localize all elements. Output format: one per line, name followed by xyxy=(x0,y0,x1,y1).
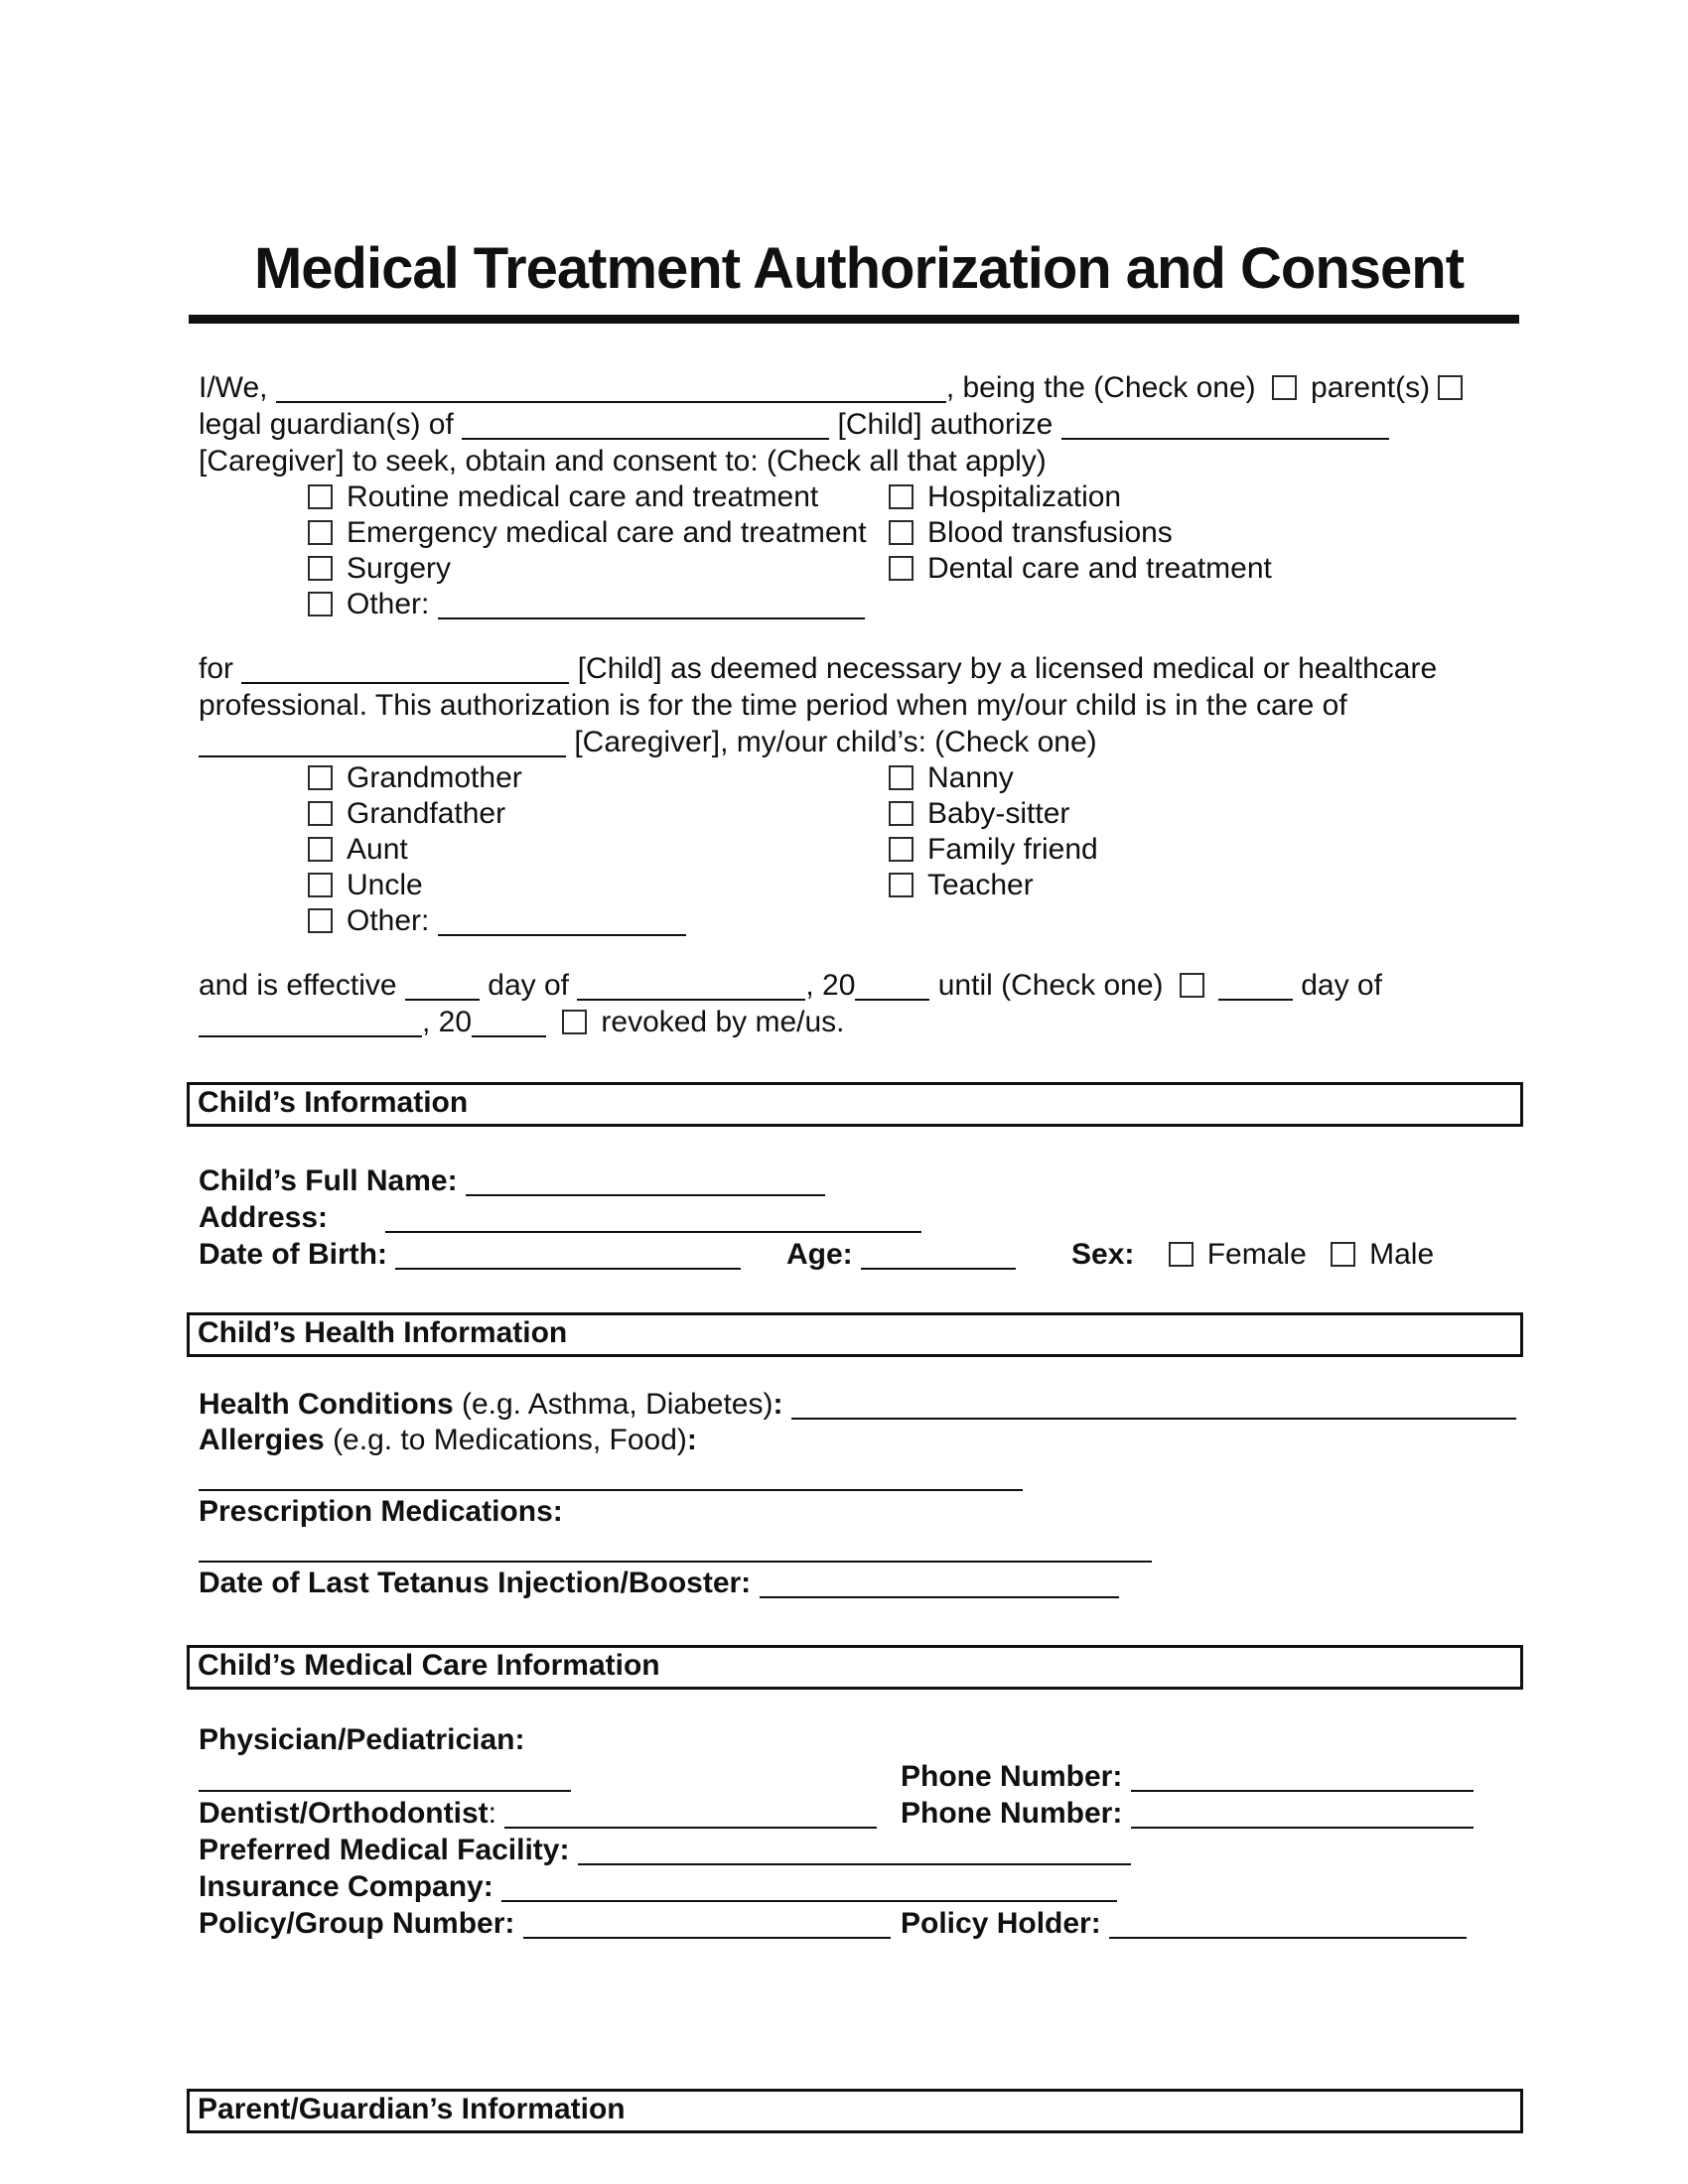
health-conditions-label: Health Conditions xyxy=(199,1387,454,1421)
health-conditions-blank[interactable] xyxy=(791,1406,1516,1420)
child-full-name-blank[interactable] xyxy=(466,1182,825,1196)
grandmother-label: Grandmother xyxy=(347,760,522,794)
policy-number-blank[interactable] xyxy=(523,1925,891,1939)
effective-paragraph xyxy=(199,967,1519,1040)
policy-row xyxy=(199,1905,1519,1942)
page-title: Medical Treatment Authorization and Consent xyxy=(253,236,1465,301)
parents-label: parent(s) xyxy=(1311,370,1431,404)
dentist-row xyxy=(199,1795,1519,1832)
checkbox-male[interactable] xyxy=(1331,1242,1355,1267)
aunt-label: Aunt xyxy=(347,832,408,866)
relation-other-label: Other: xyxy=(347,903,430,937)
tetanus-blank[interactable] xyxy=(760,1584,1119,1598)
nanny-label: Nanny xyxy=(927,760,1014,794)
health-conditions-row xyxy=(199,1387,1519,1423)
checkbox-teacher[interactable] xyxy=(889,873,914,897)
authorization-line1: [Child] as deemed necessary by a licensed medical or healthcare xyxy=(577,651,1438,685)
medications-row xyxy=(199,1494,1519,1566)
checkbox-hospitalization[interactable] xyxy=(889,484,914,509)
dob-blank[interactable] xyxy=(395,1256,741,1270)
babysitter-label: Baby-sitter xyxy=(927,796,1070,830)
intro-being: , being the (Check one) xyxy=(945,370,1256,404)
child-address-blank[interactable] xyxy=(385,1219,921,1233)
checkbox-blood-transfusions[interactable] xyxy=(889,520,914,545)
effective-day-blank[interactable] xyxy=(405,987,480,1001)
intro-i-we: I/We, xyxy=(199,370,268,404)
day-of-label-2: day of xyxy=(1301,968,1382,1002)
checkbox-routine-care[interactable] xyxy=(308,484,333,509)
section-child-health: Child’s Health Information xyxy=(187,1312,1523,1357)
family-friend-label: Family friend xyxy=(927,832,1098,866)
checkbox-family-friend[interactable] xyxy=(889,837,914,862)
dentist-label: Dentist/Orthodontist xyxy=(199,1796,489,1830)
routine-care-label: Routine medical care and treatment xyxy=(347,479,819,513)
hospitalization-label: Hospitalization xyxy=(927,479,1122,513)
uncle-label: Uncle xyxy=(347,868,423,901)
phone-number-label-1: Phone Number: xyxy=(901,1759,1123,1793)
legal-guardian-label: legal guardian(s) of xyxy=(199,407,454,441)
facility-label: Preferred Medical Facility: xyxy=(199,1833,570,1866)
comma-20-2: , 20 xyxy=(422,1005,473,1038)
child-authorize-label: [Child] authorize xyxy=(837,407,1054,441)
effective-month-blank[interactable] xyxy=(577,987,805,1001)
child-name-blank[interactable] xyxy=(462,426,829,440)
parent-names-blank[interactable] xyxy=(276,389,946,403)
child-address-label: Address: xyxy=(199,1200,329,1234)
checkbox-parents[interactable] xyxy=(1272,375,1297,400)
allergies-blank[interactable] xyxy=(199,1477,1023,1491)
relation-row xyxy=(308,760,1519,796)
sex-label: Sex: xyxy=(1071,1237,1135,1271)
title-rule xyxy=(189,315,1519,324)
health-conditions-colon: : xyxy=(773,1387,783,1421)
dentist-phone-blank[interactable] xyxy=(1131,1815,1474,1829)
policy-number-label: Policy/Group Number: xyxy=(199,1906,515,1940)
insurance-label: Insurance Company: xyxy=(199,1869,493,1903)
intro-paragraph xyxy=(199,369,1519,479)
caregiver-name-blank[interactable] xyxy=(1061,426,1389,440)
checkbox-revoked[interactable] xyxy=(562,1010,587,1034)
until-month-blank[interactable] xyxy=(199,1024,422,1037)
relation-row xyxy=(308,868,1519,903)
checkbox-emergency-care[interactable] xyxy=(308,520,333,545)
physician-blank[interactable] xyxy=(199,1778,571,1792)
relation-row xyxy=(308,903,1519,939)
checkbox-babysitter[interactable] xyxy=(889,801,914,826)
consent-other-label: Other: xyxy=(347,587,430,620)
allergies-row xyxy=(199,1423,1519,1494)
consent-row xyxy=(308,551,1519,587)
until-label: until (Check one) xyxy=(937,968,1164,1002)
emergency-care-label: Emergency medical care and treatment xyxy=(347,515,867,549)
allergies-label: Allergies xyxy=(199,1423,325,1456)
medications-blank[interactable] xyxy=(199,1549,1152,1563)
male-label: Male xyxy=(1369,1237,1435,1271)
checkbox-relation-other[interactable] xyxy=(308,908,333,933)
for-label: for xyxy=(199,651,234,685)
caregiver-name-blank-2[interactable] xyxy=(199,744,566,757)
checkbox-dental-care[interactable] xyxy=(889,556,914,581)
until-year-blank[interactable] xyxy=(472,1024,546,1037)
for-child-blank[interactable] xyxy=(241,670,569,684)
checkbox-grandmother[interactable] xyxy=(308,765,333,790)
authorization-line2: professional. This authorization is for the time period when my/our child is in the care of xyxy=(199,688,1347,722)
until-day-blank[interactable] xyxy=(1218,987,1293,1001)
age-blank[interactable] xyxy=(861,1256,1016,1270)
insurance-blank[interactable] xyxy=(501,1888,1117,1902)
physician-row xyxy=(199,1721,1519,1795)
phone-number-label-2: Phone Number: xyxy=(901,1796,1123,1830)
consent-row xyxy=(308,587,1519,622)
section-child-medical-care: Child’s Medical Care Information xyxy=(187,1645,1523,1690)
relation-other-blank[interactable] xyxy=(438,922,686,936)
child-dob-row xyxy=(199,1236,1519,1273)
comma-20-1: , 20 xyxy=(805,968,856,1002)
policy-holder-blank[interactable] xyxy=(1109,1925,1467,1939)
female-label: Female xyxy=(1206,1237,1307,1271)
checkbox-until-date[interactable] xyxy=(1180,973,1204,998)
teacher-label: Teacher xyxy=(927,868,1034,901)
consent-other-blank[interactable] xyxy=(438,606,865,619)
relation-row xyxy=(308,796,1519,832)
allergies-colon: : xyxy=(686,1423,697,1456)
checkbox-uncle[interactable] xyxy=(308,873,333,897)
child-info-fields xyxy=(199,1162,1519,1273)
authorization-line3: [Caregiver], my/our child’s: (Check one) xyxy=(574,725,1097,758)
effective-year-blank[interactable] xyxy=(855,987,929,1001)
revoked-label: revoked by me/us. xyxy=(601,1005,845,1038)
child-health-fields xyxy=(199,1387,1519,1601)
checkbox-surgery[interactable] xyxy=(308,556,333,581)
child-full-name-label: Child’s Full Name: xyxy=(199,1163,458,1197)
checkbox-consent-other[interactable] xyxy=(308,592,333,616)
dental-care-label: Dental care and treatment xyxy=(927,551,1272,585)
checkbox-female[interactable] xyxy=(1169,1242,1194,1267)
consent-row xyxy=(308,515,1519,551)
day-of-label-1: day of xyxy=(488,968,569,1002)
authorization-paragraph xyxy=(199,650,1519,760)
age-label: Age: xyxy=(786,1237,853,1271)
section-child-information: Child’s Information xyxy=(187,1082,1523,1127)
consent-row xyxy=(308,479,1519,515)
dentist-colon: : xyxy=(488,1796,496,1830)
effective-lead: and is effective xyxy=(199,968,397,1002)
checkbox-aunt[interactable] xyxy=(308,837,333,862)
section-parent-guardian-information: Parent/Guardian’s Information xyxy=(187,2089,1523,2133)
consent-options-list xyxy=(308,479,1519,622)
surgery-label: Surgery xyxy=(347,551,452,585)
checkbox-legal-guardian[interactable] xyxy=(1438,375,1463,400)
checkbox-nanny[interactable] xyxy=(889,765,914,790)
blood-transfusions-label: Blood transfusions xyxy=(927,515,1173,549)
physician-phone-blank[interactable] xyxy=(1131,1778,1474,1792)
facility-row xyxy=(199,1832,1519,1868)
allergies-note: (e.g. to Medications, Food) xyxy=(324,1423,687,1456)
dob-label: Date of Birth: xyxy=(199,1237,387,1271)
health-conditions-note: (e.g. Asthma, Diabetes) xyxy=(453,1387,774,1421)
grandfather-label: Grandfather xyxy=(347,796,506,830)
physician-label: Physician/Pediatrician: xyxy=(199,1722,525,1756)
checkbox-grandfather[interactable] xyxy=(308,801,333,826)
child-address-row xyxy=(199,1199,1519,1236)
caregiver-consent-label: [Caregiver] to seek, obtain and consent to: (Check all that apply) xyxy=(199,444,1047,478)
policy-holder-label: Policy Holder: xyxy=(901,1906,1101,1940)
medications-label: Prescription Medications: xyxy=(199,1494,563,1528)
relation-options-list xyxy=(308,760,1519,939)
child-medical-fields xyxy=(199,1721,1519,1942)
insurance-row xyxy=(199,1868,1519,1905)
tetanus-label: Date of Last Tetanus Injection/Booster: xyxy=(199,1566,752,1599)
dentist-blank[interactable] xyxy=(504,1815,877,1829)
tetanus-row xyxy=(199,1566,1519,1601)
facility-blank[interactable] xyxy=(578,1851,1131,1865)
relation-row xyxy=(308,832,1519,868)
child-full-name-row xyxy=(199,1162,1519,1199)
